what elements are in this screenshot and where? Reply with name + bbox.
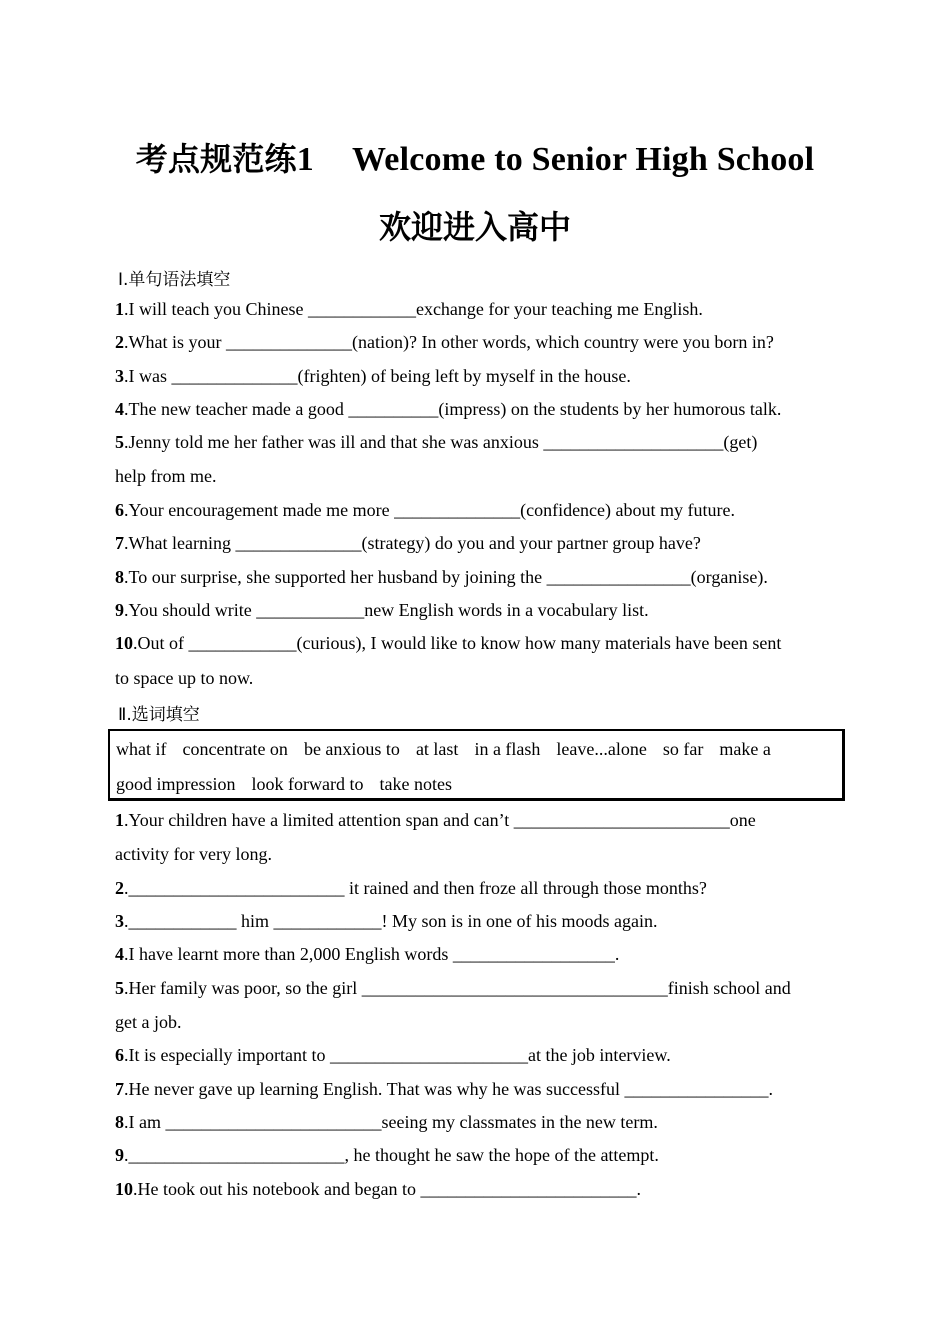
- s1-line: 7.What learning ______________(strategy) do you and your partner group have?: [115, 533, 701, 553]
- word-bank-item: be anxious to: [303, 739, 400, 759]
- s1-line: 9.You should write ____________new English words in a vocabulary list.: [115, 600, 649, 620]
- s2-line: 2.________________________ it rained and then froze all through those months?: [115, 878, 707, 898]
- s1-line: help from me.: [115, 466, 217, 486]
- page-subtitle: 欢迎进入高中: [378, 208, 571, 246]
- section2-heading: Ⅱ.选词填空: [118, 705, 200, 725]
- s1-line: 1.I will teach you Chinese ____________exchange for your teaching me English.: [115, 299, 703, 319]
- word-bank-item: at last: [415, 739, 459, 759]
- s2-line: 10.He took out his notebook and began to ________________________.: [115, 1179, 641, 1199]
- word-bank-item: leave...alone: [556, 739, 647, 759]
- s2-line: 9.________________________, he thought he saw the hope of the attempt.: [115, 1145, 659, 1165]
- s1-line: 5.Jenny told me her father was ill and that she was anxious ____________________(get): [115, 432, 758, 452]
- s1-line: 3.I was ______________(frighten) of being left by myself in the house.: [115, 366, 631, 386]
- s1-line: 6.Your encouragement made me more ______________(confidence) about my future.: [115, 500, 735, 520]
- word-bank-box: [108, 729, 845, 801]
- word-bank-item: look forward to: [251, 774, 364, 794]
- word-bank-item: so far: [662, 739, 704, 759]
- title-en: Welcome to Senior High School: [351, 141, 815, 178]
- s2-line: 1.Your children have a limited attention span and can’t ________________________one: [115, 810, 756, 830]
- s2-line: 4.I have learnt more than 2,000 English words __________________.: [115, 944, 620, 964]
- word-bank-item: concentrate on: [182, 739, 288, 759]
- s2-line: 5.Her family was poor, so the girl __________________________________finish school and: [115, 978, 791, 998]
- s2-line: get a job.: [115, 1012, 182, 1032]
- word-bank-row: [116, 738, 771, 760]
- s1-line: 8.To our surprise, she supported her husband by joining the ________________(organise).: [115, 567, 768, 587]
- s1-line: to space up to now.: [115, 668, 254, 688]
- s1-line: 4.The new teacher made a good __________(impress) on the students by her humorous talk.: [115, 399, 782, 419]
- word-bank-item: in a flash: [474, 739, 541, 759]
- s2-line: 7.He never gave up learning English. That was why he was successful ________________.: [115, 1079, 774, 1099]
- s1-line: 10.Out of ____________(curious), I would like to know how many materials have been sent: [115, 633, 782, 653]
- title-number: 1: [296, 141, 314, 178]
- s2-line: 8.I am ________________________seeing my classmates in the new term.: [115, 1112, 658, 1132]
- section1-heading: Ⅰ.单句语法填空: [118, 270, 231, 290]
- s2-line: 3.____________ him ____________! My son is in one of his moods again.: [115, 911, 658, 931]
- s1-line: 2.What is your ______________(nation)? In other words, which country were you born in?: [115, 332, 774, 352]
- word-bank-item: good impression: [116, 774, 236, 794]
- s2-line: activity for very long.: [115, 844, 272, 864]
- title-cn-prefix: 考点规范练: [135, 140, 297, 178]
- word-bank-item: take notes: [379, 774, 452, 794]
- page-title: [0, 134, 950, 180]
- s2-line: 6.It is especially important to ______________________at the job interview.: [115, 1045, 671, 1065]
- word-bank-item: what if: [116, 739, 167, 759]
- word-bank-item: make a: [719, 739, 771, 759]
- word-bank-row: [116, 773, 452, 795]
